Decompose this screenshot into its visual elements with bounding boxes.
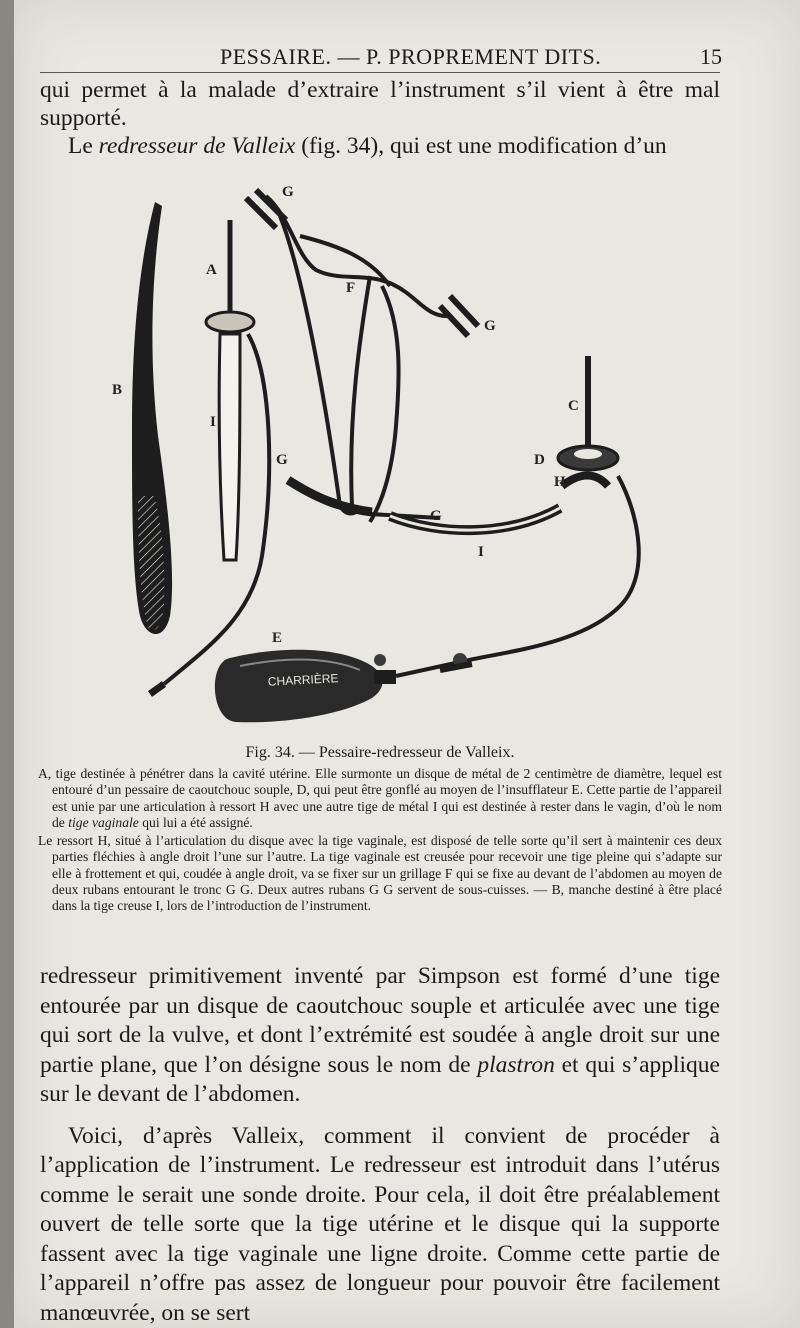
figure-legend <box>38 766 722 917</box>
paragraph-simpson <box>40 962 720 1110</box>
tube-drawing <box>164 334 269 684</box>
text-run: Le <box>68 133 99 159</box>
label-f: F <box>346 280 356 296</box>
legend-paragraph-1 <box>38 766 722 831</box>
figure-34-illustration <box>40 176 740 742</box>
label-i-upper: I <box>210 414 216 430</box>
top-text-block <box>40 76 720 160</box>
label-h: H <box>554 474 566 490</box>
running-head <box>40 42 720 73</box>
paragraph-redresseur-intro <box>40 132 720 160</box>
label-e: E <box>272 630 283 646</box>
label-c: C <box>568 398 579 414</box>
figure-caption-title: Fig. 34. — Pessaire-redresseur de Valleix. <box>245 744 515 761</box>
label-g-lower-left: G <box>276 452 288 468</box>
spring-h-drawing <box>562 476 608 487</box>
label-g-lower-right: G <box>430 508 442 524</box>
air-tube-drawing <box>396 476 639 676</box>
running-head-title: PESSAIRE. — P. PROPREMENT DITS. <box>220 44 602 69</box>
grillage-f-drawing <box>266 196 450 522</box>
bulb-stamp: CHARRIÈRE <box>267 671 339 689</box>
text-run: qui lui a été assigné. <box>138 814 253 830</box>
insufflator-bulb-e-drawing <box>215 650 472 722</box>
ribbon-g-right-drawing <box>440 296 478 336</box>
italic-term: redresseur de Valleix <box>98 133 296 159</box>
text-run: A, tige destinée à pénétrer dans la cavité utérine. Elle surmonte un disque de métal de 2 centimètre de diamètre, lequel est entouré d’un pessaire de caoutchouc souple, D, qui peut être gonflé au moyen de l’insufflateur E. Cette partie de l’appareil est unie par une articulation à ressort H avec une autre tige de métal I qui est destinée à rester dans le vagin, d’où le nom de <box>38 766 722 830</box>
label-d: D <box>534 452 545 468</box>
pessary-engraving <box>40 176 740 742</box>
legend-paragraph-2: Le ressort H, situé à l’articulation du disque avec la tige vaginale, est disposé de telle sorte qu’il sert à maintenir ces deux parties fléchies à angle droit l’une sur l’autre. La tige vaginale est creusée pour recevoir une tige pleine qui s’adapte sur elle à frottement et qui, coudée à angle droit, va se fixer sur un grillage F qui se fixe au devant de l’abdomen au moyen de deux rubans entourant le tronc G G. Deux autres rubans G G servent de sous-cuisses. — B, manche destiné à être placé dans la tige creuse I, lors de l’introduction de l’instrument. <box>38 833 722 914</box>
text-run: redresseur primitivement inventé par Simpson est formé d’une tige entourée par un disque de caoutchouc souple et articulée avec une tige qui sort de la vulve, et dont l’extrémité est soudée à angle droit sur une partie plane, que l’on désigne sous le nom de <box>40 963 720 1078</box>
nozzle-drawing <box>150 684 164 694</box>
label-g-top: G <box>282 184 294 200</box>
paragraph-continuation: qui permet à la malade d’extraire l’instrument s’il vient à être mal supporté. <box>40 77 720 131</box>
paragraph-application: Voici, d’après Valleix, comment il convient de procéder à l’application de l’instrument. Le redresseur est introduit dans l’utérus comme le serait une sonde droite. Pour cela, il doit être préalablement ouvert de telle sorte que la tige utérine et le disque qui la supporte fassent avec la tige vaginale une ligne droite. Comme cette partie de l’appareil n’offre pas assez de longueur pour pouvoir être facilement manœuvrée, on se sert <box>40 1122 720 1326</box>
text-run: (fig. 34), qui est une modification d’un <box>295 133 667 159</box>
text-run: et qui s’applique sur le devant de l’abdomen. <box>40 1051 720 1107</box>
italic-term: plastron <box>477 1051 555 1078</box>
label-b: B <box>112 382 123 398</box>
handle-b-drawing <box>132 202 172 634</box>
label-a: A <box>206 262 217 278</box>
label-i-lower: I <box>478 544 484 560</box>
page-number: 15 <box>700 44 722 69</box>
italic-term: tige vaginale <box>68 814 139 830</box>
bottom-text-block <box>40 962 720 1328</box>
label-g-right: G <box>484 318 496 334</box>
ribbon-g-lower-left-drawing <box>288 480 372 512</box>
